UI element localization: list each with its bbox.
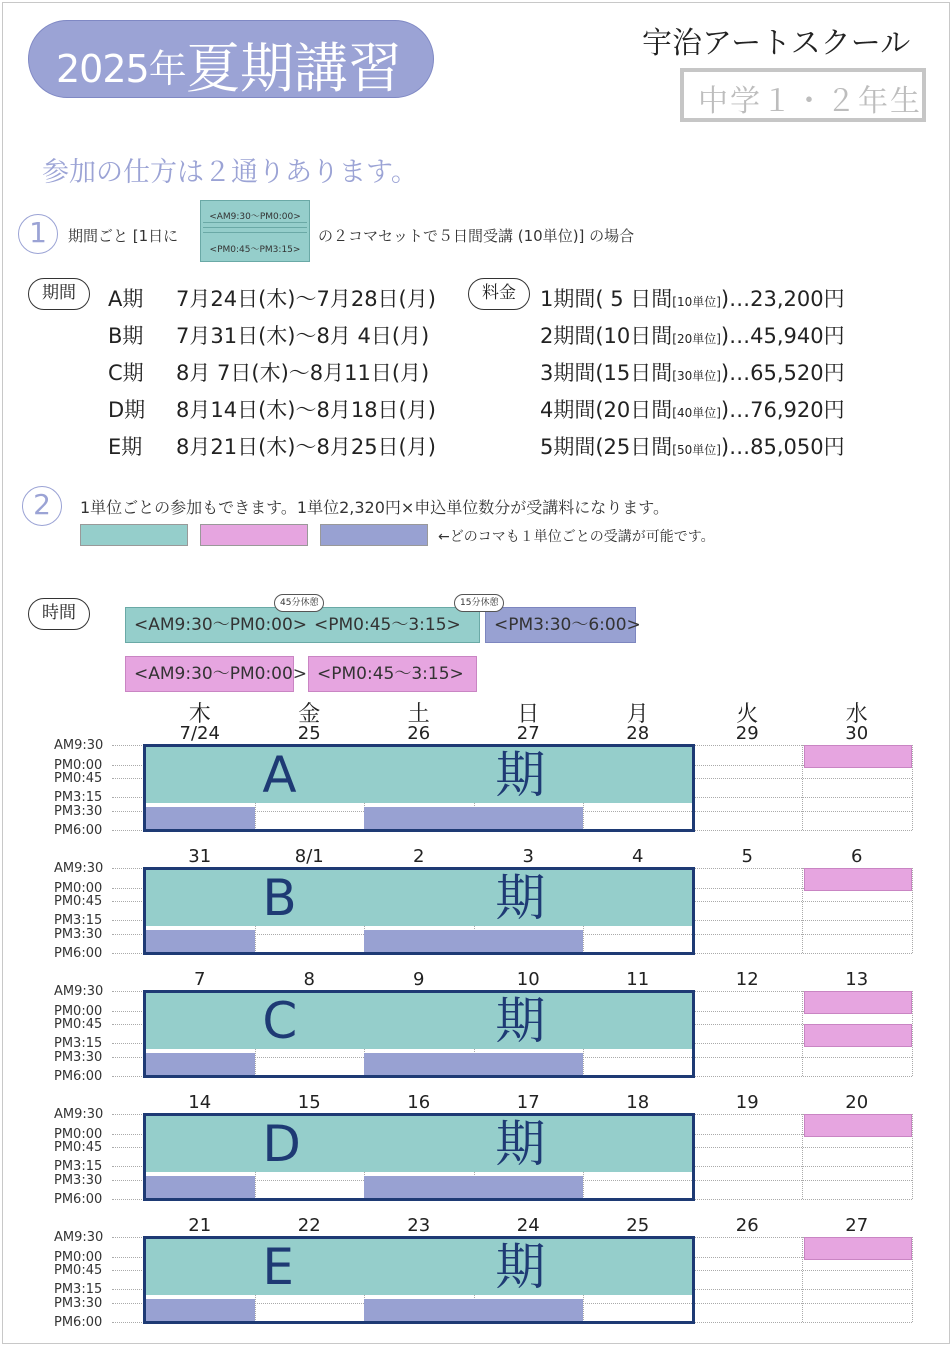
day-number: 29 xyxy=(735,723,759,744)
day-number: 26 xyxy=(407,723,431,744)
class-block-pink xyxy=(804,745,912,768)
fee-units: [50単位] xyxy=(672,443,721,457)
option2-text: 1単位ごとの参加もできます。1単位2,320円×申込単位数分が受講料になります。 xyxy=(80,498,670,517)
time-label: PM6:00 xyxy=(54,823,103,838)
time-label: PM0:00 xyxy=(54,758,103,773)
school-name: 宇治アートスクール xyxy=(642,26,911,61)
timeslot-pink-am: <AM9:30〜PM0:00> xyxy=(125,656,294,692)
time-label: PM0:45 xyxy=(54,1017,103,1032)
option1-sample-slots xyxy=(200,200,310,262)
swatch-teal xyxy=(80,524,188,546)
option1-slot-am: <AM9:30〜PM0:00> xyxy=(209,212,301,222)
time-label: PM3:15 xyxy=(54,1036,103,1051)
grid-column-line xyxy=(912,868,913,953)
time-label: PM0:45 xyxy=(54,1140,103,1155)
weekday-header: 木 xyxy=(188,702,211,727)
swatch-blue xyxy=(320,524,428,546)
fee-units: [40単位] xyxy=(672,406,721,420)
title-year: 2025年 xyxy=(56,47,186,91)
timeslot-evening: <PM3:30〜6:00> xyxy=(485,607,636,643)
time-label: PM3:30 xyxy=(54,1296,103,1311)
day-number: 27 xyxy=(845,1215,869,1236)
time-label: PM0:00 xyxy=(54,1004,103,1019)
period-name: D期 xyxy=(108,398,146,422)
fee-line xyxy=(540,394,845,424)
fee-line xyxy=(540,320,845,350)
timeslot-am: <AM9:30〜PM0:00> xyxy=(134,615,308,635)
day-number: 16 xyxy=(407,1092,431,1113)
period-outline xyxy=(143,744,695,832)
grid-column-line xyxy=(912,1114,913,1199)
grid-column-line xyxy=(912,1237,913,1322)
time-label: AM9:30 xyxy=(54,984,104,999)
weekday-header: 土 xyxy=(407,702,430,727)
period-name: C期 xyxy=(108,361,144,385)
day-number: 27 xyxy=(516,723,540,744)
option2-number: 2 xyxy=(22,486,62,526)
day-number: 8 xyxy=(303,969,315,990)
time-label: PM3:30 xyxy=(54,927,103,942)
period-name: E期 xyxy=(108,435,143,459)
period-range: 8月14日(木)〜8月18日(月) xyxy=(176,398,436,422)
period-range: 8月 7日(木)〜8月11日(月) xyxy=(176,361,430,385)
weekday-header: 水 xyxy=(845,702,868,727)
day-number: 17 xyxy=(516,1092,540,1113)
day-number: 20 xyxy=(845,1092,869,1113)
time-label: PM3:15 xyxy=(54,1282,103,1297)
break-15-bubble: 15分休憩 xyxy=(454,594,504,612)
period-kanji: 期 xyxy=(495,992,546,1050)
period-name: A期 xyxy=(108,287,144,311)
time-label: PM0:00 xyxy=(54,881,103,896)
weekday-header: 金 xyxy=(298,702,321,727)
period-outline xyxy=(143,867,695,955)
time-label: PM3:30 xyxy=(54,1173,103,1188)
period-letter: A xyxy=(262,746,297,804)
fee-units: [30単位] xyxy=(672,369,721,383)
weekday-header: 日 xyxy=(517,702,540,727)
time-label: PM6:00 xyxy=(54,1192,103,1207)
time-label: AM9:30 xyxy=(54,738,104,753)
option1-text-before: 期間ごと [1日に xyxy=(68,227,179,245)
fee-duration: 5期間(25日間 xyxy=(540,435,673,459)
option1-text-after: の２コマセットで５日間受講 (10単位)] の場合 xyxy=(318,227,635,245)
time-label: PM6:00 xyxy=(54,1315,103,1330)
time-label: PM0:45 xyxy=(54,771,103,786)
period-letter: D xyxy=(262,1115,301,1173)
day-number: 11 xyxy=(626,969,650,990)
period-range: 7月31日(木)〜8月 4日(月) xyxy=(176,324,430,348)
periods-label: 期間 xyxy=(28,278,90,310)
time-label: PM0:00 xyxy=(54,1250,103,1265)
period-range: 7月24日(木)〜7月28日(月) xyxy=(176,287,436,311)
day-number: 18 xyxy=(626,1092,650,1113)
day-number: 25 xyxy=(297,723,321,744)
time-label: PM6:00 xyxy=(54,1069,103,1084)
class-block-pink xyxy=(804,1237,912,1260)
day-number: 5 xyxy=(741,846,753,867)
fee-line xyxy=(540,357,845,387)
time-label: PM0:45 xyxy=(54,894,103,909)
grid-column-line xyxy=(912,745,913,830)
day-number: 13 xyxy=(845,969,869,990)
fee-price: )…76,920円 xyxy=(720,398,845,422)
period-kanji: 期 xyxy=(495,869,546,927)
fee-price: )…45,940円 xyxy=(720,324,845,348)
fee-price: )…85,050円 xyxy=(720,435,845,459)
grid-column-line xyxy=(912,991,913,1076)
day-number: 22 xyxy=(297,1215,321,1236)
time-label: PM0:45 xyxy=(54,1263,103,1278)
fee-duration: 3期間(15日間 xyxy=(540,361,673,385)
day-number: 3 xyxy=(522,846,534,867)
period-letter: B xyxy=(262,869,297,927)
day-number: 30 xyxy=(845,723,869,744)
grid-column-line xyxy=(802,991,803,1076)
weekday-header: 火 xyxy=(736,702,759,727)
fee-line xyxy=(540,283,845,313)
day-number: 10 xyxy=(516,969,540,990)
period-kanji: 期 xyxy=(495,1115,546,1173)
fee-units: [20単位] xyxy=(672,332,721,346)
period-range: 8月21日(木)〜8月25日(月) xyxy=(176,435,436,459)
day-number: 8/1 xyxy=(294,846,324,867)
break-45-bubble: 45分休憩 xyxy=(274,594,324,612)
subtitle: 参加の仕方は２通りあります。 xyxy=(42,157,418,188)
grid-column-line xyxy=(802,745,803,830)
time-label: PM0:00 xyxy=(54,1127,103,1142)
class-block-pink xyxy=(804,1024,912,1047)
class-block-pink xyxy=(804,868,912,891)
day-number: 2 xyxy=(413,846,425,867)
fee-price: )…65,520円 xyxy=(720,361,845,385)
swatch-pink xyxy=(200,524,308,546)
timeslot-pm: <PM0:45〜3:15> xyxy=(314,615,461,635)
day-number: 15 xyxy=(297,1092,321,1113)
option1-slot-pm: <PM0:45〜PM3:15> xyxy=(209,245,301,255)
time-label: AM9:30 xyxy=(54,861,104,876)
period-letter: E xyxy=(262,1238,294,1296)
class-block-pink xyxy=(804,1114,912,1137)
period-kanji: 期 xyxy=(495,1238,546,1296)
day-number: 21 xyxy=(188,1215,212,1236)
fee-units: [10単位] xyxy=(672,295,721,309)
day-number: 23 xyxy=(407,1215,431,1236)
option1-number: 1 xyxy=(18,214,58,254)
day-number: 7/24 xyxy=(179,723,220,744)
grid-column-line xyxy=(802,1237,803,1322)
time-label: PM6:00 xyxy=(54,946,103,961)
fee-duration: 4期間(20日間 xyxy=(540,398,673,422)
time-label: AM9:30 xyxy=(54,1230,104,1245)
fee-price: )…23,200円 xyxy=(720,287,845,311)
day-number: 6 xyxy=(851,846,863,867)
day-number: 14 xyxy=(188,1092,212,1113)
time-label: PM3:15 xyxy=(54,1159,103,1174)
day-number: 28 xyxy=(626,723,650,744)
page-title: 夏期講習 xyxy=(186,37,402,100)
day-number: 4 xyxy=(632,846,644,867)
fee-line xyxy=(540,431,845,461)
day-number: 7 xyxy=(194,969,206,990)
day-number: 9 xyxy=(413,969,425,990)
fees-label: 料金 xyxy=(468,278,530,310)
time-label: PM3:15 xyxy=(54,790,103,805)
grade-label: 中学１・２年生 xyxy=(698,84,922,119)
period-outline xyxy=(143,1113,695,1201)
period-name: B期 xyxy=(108,324,144,348)
timeslot-teal-row xyxy=(125,607,480,643)
grid-column-line xyxy=(802,868,803,953)
day-number: 25 xyxy=(626,1215,650,1236)
weekday-header: 月 xyxy=(626,702,649,727)
fee-duration: 1期間( 5 日間 xyxy=(540,287,673,311)
day-number: 31 xyxy=(188,846,212,867)
period-kanji: 期 xyxy=(495,746,546,804)
time-label: PM3:15 xyxy=(54,913,103,928)
period-outline xyxy=(143,990,695,1078)
fee-duration: 2期間(10日間 xyxy=(540,324,673,348)
period-letter: C xyxy=(262,992,298,1050)
time-label: AM9:30 xyxy=(54,1107,104,1122)
grid-column-line xyxy=(802,1114,803,1199)
day-number: 26 xyxy=(735,1215,759,1236)
period-outline xyxy=(143,1236,695,1324)
time-label: PM3:30 xyxy=(54,1050,103,1065)
option2-note: ←どのコマも１単位ごとの受講が可能です。 xyxy=(438,529,715,545)
time-label: 時間 xyxy=(28,598,90,630)
day-number: 19 xyxy=(735,1092,759,1113)
timeslot-pink-pm: <PM0:45〜3:15> xyxy=(308,656,477,692)
class-block-pink xyxy=(804,991,912,1014)
day-number: 12 xyxy=(735,969,759,990)
day-number: 24 xyxy=(516,1215,540,1236)
time-label: PM3:30 xyxy=(54,804,103,819)
